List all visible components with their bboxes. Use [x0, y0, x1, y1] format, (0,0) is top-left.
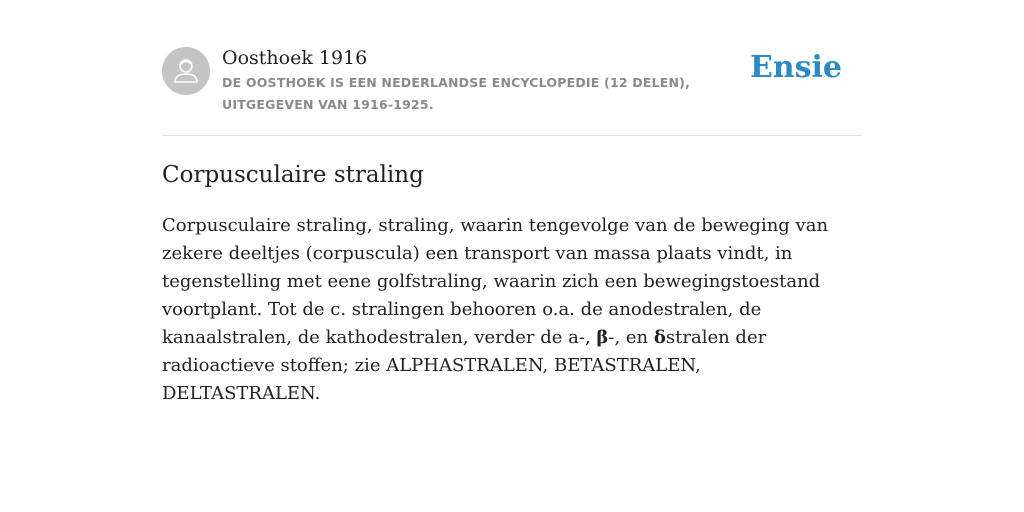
ensie-logo[interactable]: Ensie: [749, 50, 842, 85]
user-icon: [162, 47, 210, 95]
entry-title: Corpusculaire straling: [162, 162, 424, 188]
source-header: [162, 46, 862, 136]
divider: [162, 135, 862, 136]
entry-body-text: Corpusculaire straling, straling, waarin tengevolge van de beweging van zekere deeltjes (corpuscula) een transport van massa plaats vindt, in tegenstelling met eene golfstraling, waarin zich een bewegingstoestand voortplant. Tot de c. stralingen behooren o.a. de anodestralen, de kanaalstralen, de kathodestralen, verder de a-,: [162, 215, 829, 348]
delta-symbol: δ: [653, 327, 666, 348]
source-title[interactable]: Oosthoek 1916: [222, 47, 368, 69]
entry-body: [162, 212, 862, 408]
entry-body-text: -, en: [608, 327, 654, 348]
beta-symbol: β: [596, 327, 609, 348]
entry-body-text: stralen der radioactieve stoffen; zie ALPHASTRALEN, BETASTRALEN, DELTASTRALEN.: [162, 327, 767, 404]
source-description: DE OOSTHOEK IS EEN NEDERLANDSE ENCYCLOPEDIE (12 DELEN), UITGEGEVEN VAN 1916-1925.: [222, 75, 691, 112]
